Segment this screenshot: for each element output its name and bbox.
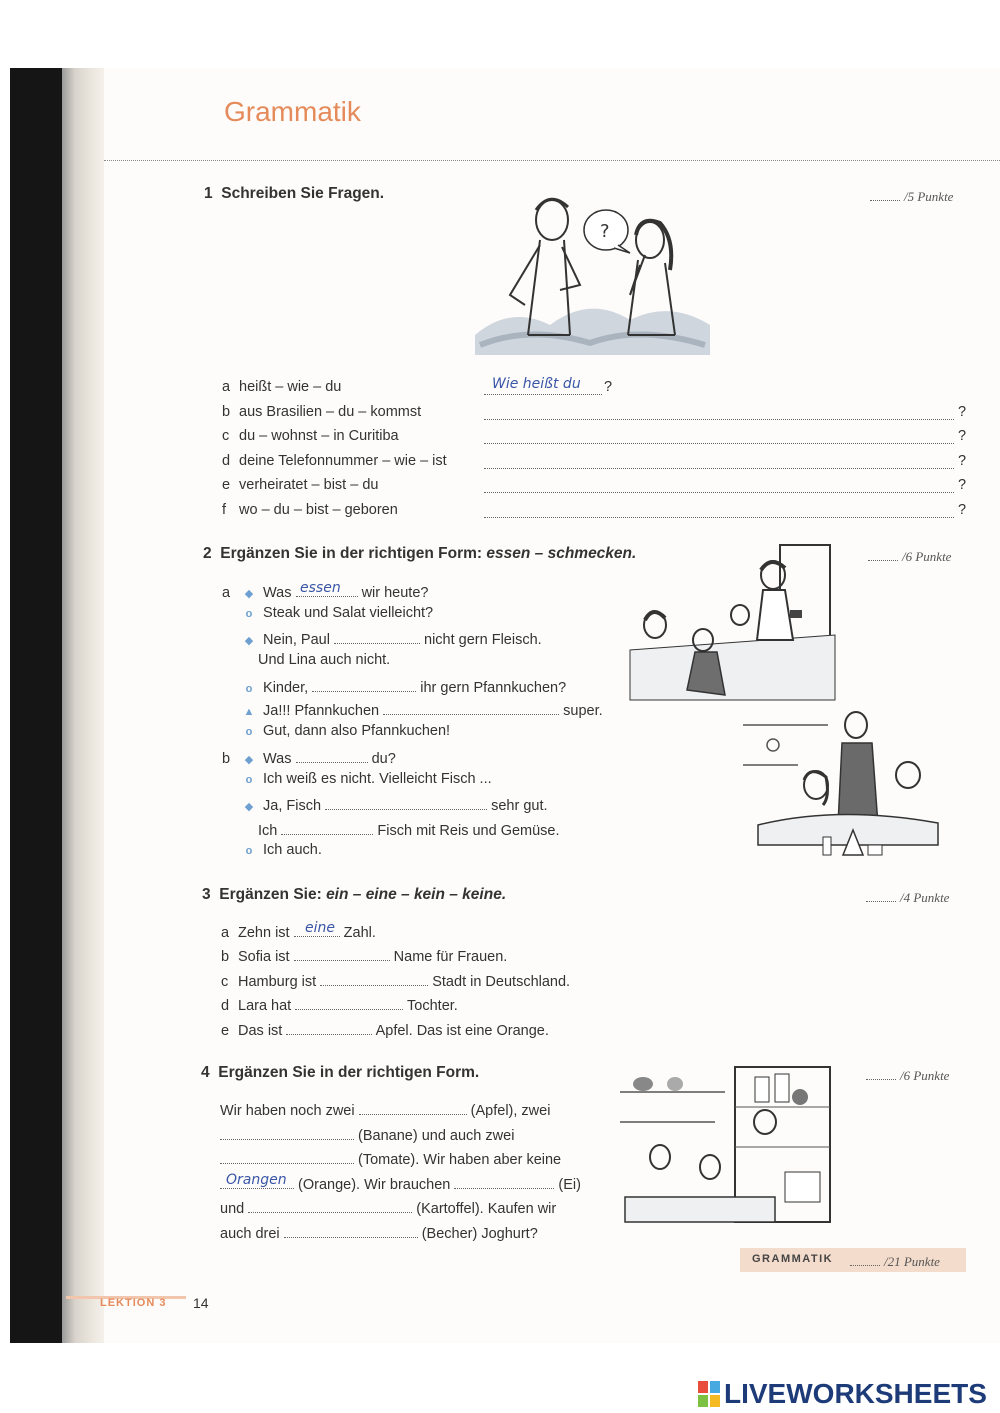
s1-qmark-a: ?: [604, 379, 613, 395]
s2-b-line-3: ◆ Ja, Fisch sehr gut.: [239, 795, 548, 814]
s2-a-line-1: a ◆ Was wir heute?: [222, 582, 428, 601]
s1-qmark-b: ?: [958, 404, 967, 420]
grammar-total-label: GRAMMATIK: [752, 1253, 834, 1265]
s4-field-3[interactable]: [220, 1149, 354, 1164]
liveworksheets-icon: [698, 1381, 720, 1407]
s3-field-c[interactable]: [320, 971, 428, 986]
section-1-points: /5 Punkte: [870, 186, 953, 205]
section-2-points: /6 Punkte: [868, 546, 951, 565]
section-3-heading: 3 Ergänzen Sie: ein – eine – kein – keine.: [202, 886, 507, 903]
page-title: Grammatik: [224, 96, 361, 127]
s1-answer-field-d[interactable]: [484, 454, 954, 469]
s1-answer-field-b[interactable]: [484, 405, 954, 420]
s1-item-a: a heißt – wie – du: [222, 379, 342, 395]
s3-answer-a: eine: [305, 920, 335, 936]
s4-answer-4: Orangen: [226, 1172, 287, 1188]
s3-field-e[interactable]: [286, 1020, 372, 1035]
family-dinner-illustration: [625, 540, 840, 705]
s1-item-f: f wo – du – bist – geboren: [222, 502, 398, 518]
s3-item-e: e Das ist Apfel. Das ist eine Orange.: [221, 1020, 549, 1039]
section-4-heading: 4 Ergänzen Sie in der richtigen Form.: [201, 1064, 480, 1081]
section-2-score-field[interactable]: [868, 546, 898, 561]
s2-a-line-5: o Kinder, ihr gern Pfannkuchen?: [239, 677, 566, 696]
s1-item-e: e verheiratet – bist – du: [222, 477, 379, 493]
s2-a-answer-1: essen: [300, 580, 341, 596]
s1-item-d: d deine Telefonnummer – wie – ist: [222, 453, 447, 469]
s1-qmark-d: ?: [958, 453, 967, 469]
s4-field-7[interactable]: [284, 1223, 418, 1238]
s2-b-line-4: Ich Fisch mit Reis und Gemüse.: [258, 820, 560, 839]
s2-a-field-6[interactable]: [383, 700, 559, 715]
talking-people-illustration: [470, 185, 715, 360]
s3-item-c: c Hamburg ist Stadt in Deutschland.: [221, 971, 570, 990]
s2-a-line-3: ◆ Nein, Paul nicht gern Fleisch.: [239, 629, 542, 648]
s4-field-2[interactable]: [220, 1125, 354, 1140]
s3-item-b: b Sofia ist Name für Frauen.: [221, 946, 507, 965]
lesson-label: LEKTION 3: [100, 1297, 167, 1309]
s4-line-6: auch drei (Becher) Joghurt?: [220, 1223, 538, 1242]
s2-b-field-3[interactable]: [325, 795, 487, 810]
s2-a-line-6: ▲ Ja!!! Pfannkuchen super.: [239, 700, 603, 719]
s1-item-b: b aus Brasilien – du – kommst: [222, 404, 422, 420]
s1-qmark-c: ?: [958, 428, 967, 444]
s1-item-c: c du – wohnst – in Curitiba: [222, 428, 399, 444]
s1-answer-field-e[interactable]: [484, 478, 954, 493]
s1-answer-field-c[interactable]: [484, 429, 954, 444]
title-divider: [104, 160, 1000, 161]
s3-item-a: a Zehn ist Zahl.: [221, 922, 376, 941]
restaurant-illustration: [738, 705, 943, 865]
s2-a-line-7: o Gut, dann also Pfannkuchen!: [245, 723, 451, 739]
s1-qmark-e: ?: [958, 477, 967, 493]
s1-answer-a: Wie heißt du: [492, 376, 581, 392]
s4-line-1: Wir haben noch zwei (Apfel), zwei: [220, 1100, 550, 1119]
page-number: 14: [193, 1295, 209, 1311]
section-1-heading: 1 Schreiben Sie Fragen.: [204, 185, 385, 202]
grammar-total-field[interactable]: [850, 1251, 880, 1266]
s2-b-line-2: o Ich weiß es nicht. Vielleicht Fisch ...: [245, 771, 492, 787]
s2-a-line-2: o Steak und Salat vielleicht?: [245, 605, 434, 621]
s3-field-d[interactable]: [295, 995, 403, 1010]
s1-qmark-f: ?: [958, 502, 967, 518]
section-1-score-field[interactable]: [870, 186, 900, 201]
s2-b-field-1[interactable]: [296, 748, 368, 763]
grammar-total-box: [740, 1248, 966, 1272]
book-spine: [10, 68, 65, 1343]
section-3-points: /4 Punkte: [866, 887, 949, 906]
s1-answer-field-f[interactable]: [484, 503, 954, 518]
s4-field-6[interactable]: [248, 1198, 412, 1213]
s4-line-2: (Banane) und auch zwei: [220, 1125, 514, 1144]
s4-field-1[interactable]: [359, 1100, 467, 1115]
s4-line-5: und (Kartoffel). Kaufen wir: [220, 1198, 556, 1217]
section-3-score-field[interactable]: [866, 887, 896, 902]
s2-b-line-1: b ◆ Was du?: [222, 748, 396, 767]
grammar-total-points: /21 Punkte: [884, 1254, 940, 1269]
section-4-points: /6 Punkte: [866, 1065, 949, 1084]
section-2-heading: 2 Ergänzen Sie in der richtigen Form: essen – schmecken.: [203, 545, 637, 562]
s2-b-line-5: o Ich auch.: [245, 842, 322, 858]
s3-item-d: d Lara hat Tochter.: [221, 995, 458, 1014]
s2-a-field-3[interactable]: [334, 629, 420, 644]
speech-bubble-question-mark: ?: [600, 221, 610, 242]
s2-a-line-4: Und Lina auch nicht.: [258, 652, 391, 668]
s2-b-field-4[interactable]: [281, 820, 373, 835]
liveworksheets-logo: LIVEWORKSHEETS: [698, 1378, 987, 1410]
s4-field-5[interactable]: [454, 1174, 554, 1189]
s4-line-3: (Tomate). Wir haben aber keine: [220, 1149, 561, 1168]
s2-a-field-5[interactable]: [312, 677, 416, 692]
s4-line-4: (Orange). Wir brauchen (Ei): [220, 1174, 581, 1193]
kitchen-fridge-illustration: [615, 1062, 840, 1227]
section-4-score-field[interactable]: [866, 1065, 896, 1080]
book-gutter: [62, 68, 106, 1343]
s3-field-b[interactable]: [294, 946, 390, 961]
